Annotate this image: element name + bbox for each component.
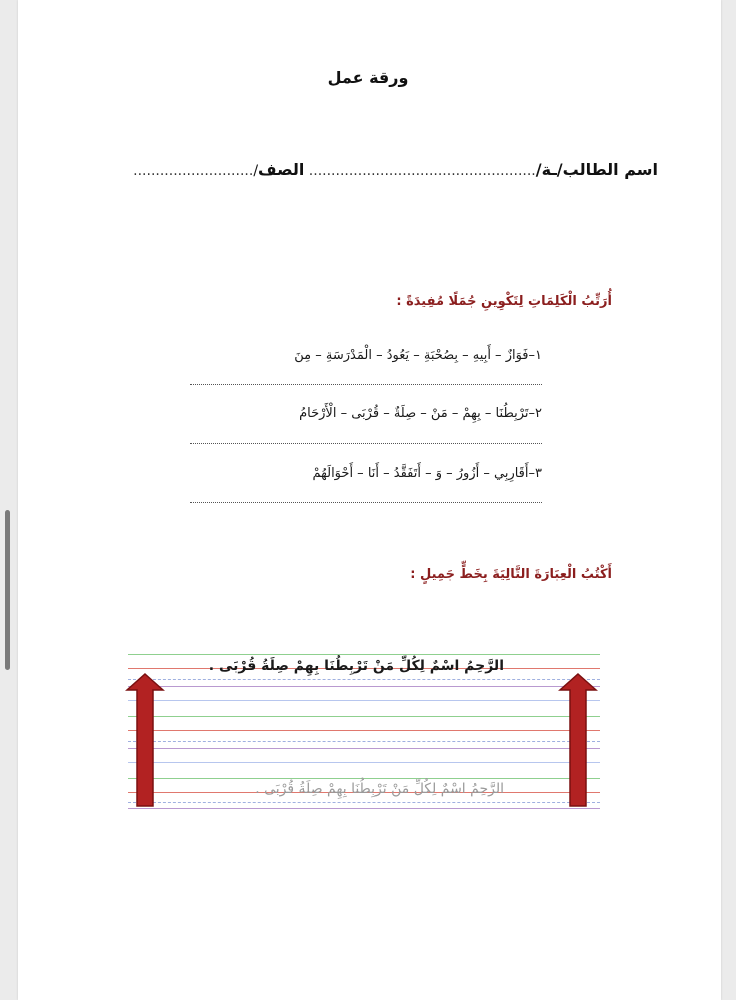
class-label: الصف (258, 160, 305, 179)
answer-line-1 (190, 384, 542, 385)
student-info-row (98, 160, 658, 179)
section1-heading: أُرَتِّبُ الْكَلِمَاتِ لِتَكْوِينِ جُمَلًا مُفِيدَةً : (396, 294, 612, 309)
model-sentence: الرَّحِمُ اسْمٌ لِكُلِّ مَنْ تَرْبِطُنَا بِهِمْ صِلَةُ قُرْبَى . (208, 658, 504, 674)
guide-line (128, 748, 600, 749)
scrollbar[interactable] (5, 510, 10, 670)
exercise-item-1: ١–فَوَازٌ – أَبِيهِ – بِصُحْبَةِ – يَعُودُ – الْمَدْرَسَةِ – مِنَ (294, 348, 542, 363)
trace-sentence: الرَّحِمُ اسْمٌ لِكُلِّ مَنْ تَرْبِطُنَا بِهِمْ صِلَةُ قُرْبَى . (255, 781, 504, 797)
section2-heading: أَكْتُبُ الْعِبَارَةَ التَّالِيَةَ بِخَطٍّ جَمِيلٍ : (410, 567, 612, 582)
class-separator: / (253, 163, 259, 179)
guide-line (128, 679, 600, 680)
guide-line (128, 808, 600, 809)
guide-line (128, 778, 600, 779)
exercise-item-2: ٢–تَرْبِطُنَا – بِهِمْ – مَنْ – صِلَةٌ – قُرْبَى – الْأَرْحَامُ (299, 406, 542, 421)
answer-line-3 (190, 502, 542, 503)
guide-line (128, 654, 600, 655)
class-blank: ........................... (133, 163, 254, 179)
worksheet-title: ورقة عمل (327, 68, 409, 87)
arrow-up-icon (125, 672, 165, 808)
exercise-item-3: ٣–أَقَارِبِي – أَزُورُ – وَ – أَتَفَقَّدُ – أَنَا – أَحْوَالَهُمْ (312, 466, 542, 481)
guide-line (128, 730, 600, 731)
guide-line (128, 716, 600, 717)
student-name-blank: ................................................... (308, 163, 536, 179)
guide-line (128, 686, 600, 687)
student-name-label: اسم الطالب/ـة/ (535, 160, 658, 179)
arrow-up-icon (558, 672, 598, 808)
answer-line-2 (190, 443, 542, 444)
worksheet-page (18, 0, 721, 1000)
guide-line (128, 741, 600, 742)
guide-line (128, 802, 600, 803)
guide-line (128, 762, 600, 763)
guide-line (128, 700, 600, 701)
